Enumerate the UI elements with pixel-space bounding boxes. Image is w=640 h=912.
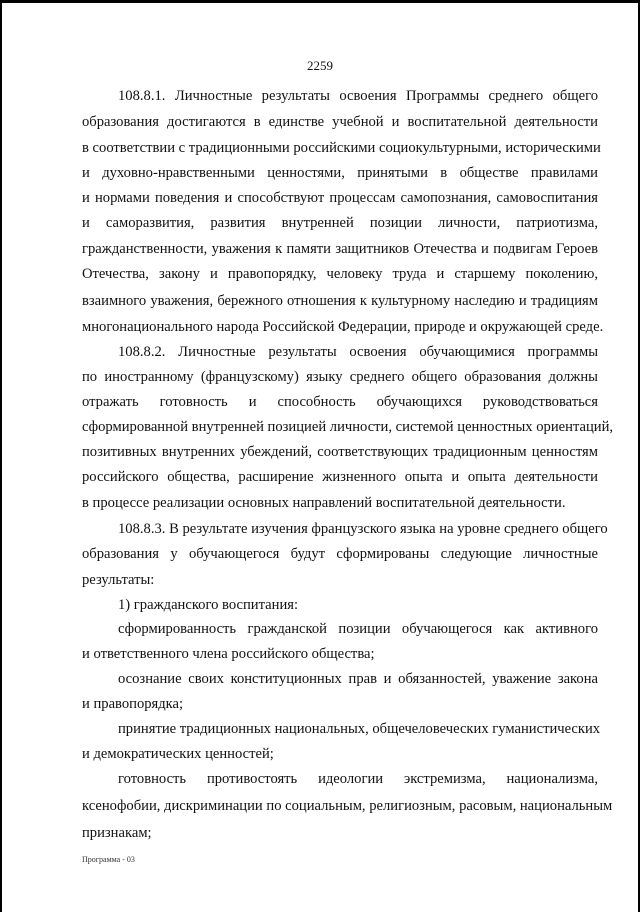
text-line: 108.8.2. Личностные результаты освоения обучающимися программы <box>118 344 598 360</box>
page-number: 2259 <box>307 58 333 73</box>
text-line: и правопорядка; <box>82 696 184 712</box>
scan-edge-top <box>0 0 640 3</box>
text-line: осознание своих конституционных прав и обязанностей, уважение закона <box>118 671 598 687</box>
page-footer: Программа - 03 <box>82 855 135 864</box>
text-line: результаты: <box>82 572 155 588</box>
text-line: 108.8.1. Личностные результаты освоения Программы среднего общего <box>118 88 598 104</box>
text-line: признакам; <box>82 825 152 841</box>
text-line: сформированность гражданской позиции обучающегося как активного <box>118 621 598 637</box>
text-line: гражданственности, уважения к памяти защитников Отечества и подвигам Героев <box>82 241 598 257</box>
text-line: 1) гражданского воспитания: <box>118 597 299 613</box>
text-line: взаимного уважения, бережного отношения к культурному наследию и традициям <box>82 293 598 309</box>
text-line: сформированной внутренней позицией личности, системой ценностных ориентаций, <box>82 419 614 435</box>
text-line: 108.8.3. В результате изучения французского языка на уровне среднего общего <box>118 521 608 537</box>
text-line: и нормами поведения и способствуют процессам самопознания, самовоспитания <box>82 190 598 206</box>
text-line: готовность противостоять идеологии экстремизма, национализма, <box>118 771 598 787</box>
text-line: образования достигаются в единстве учебной и воспитательной деятельности <box>82 114 598 130</box>
text-line: Отечества, закону и правопорядку, человеку труда и старшему поколению, <box>82 266 598 282</box>
text-line: принятие традиционных национальных, общечеловеческих гуманистических <box>118 721 601 737</box>
text-line: ксенофобии, дискриминации по социальным, религиозным, расовым, национальным <box>82 798 613 814</box>
text-line: позитивных внутренних убеждений, соответствующих традиционным ценностям <box>82 444 598 460</box>
text-line: многонационального народа Российской Федерации, природе и окружающей среде. <box>82 319 604 335</box>
text-line: в процессе реализации основных направлений воспитательной деятельности. <box>82 495 566 511</box>
text-line: и демократических ценностей; <box>82 746 274 762</box>
text-line: отражать готовность и способность обучающихся руководствоваться <box>82 394 598 410</box>
text-line: и саморазвития, развития внутренней позиции личности, патриотизма, <box>82 215 598 231</box>
text-line: российского общества, расширение жизненного опыта и опыта деятельности <box>82 469 598 485</box>
text-line: по иностранному (французскому) языку среднего общего образования должны <box>82 369 598 385</box>
scan-edge-left <box>0 0 2 912</box>
text-line: в соответствии с традиционными российскими социокультурными, историческими <box>82 140 601 156</box>
text-line: образования у обучающегося будут сформированы следующие личностные <box>82 546 598 562</box>
text-line: и ответственного члена российского общества; <box>82 646 375 662</box>
text-line: и духовно-нравственными ценностями, принятыми в обществе правилами <box>82 165 598 181</box>
